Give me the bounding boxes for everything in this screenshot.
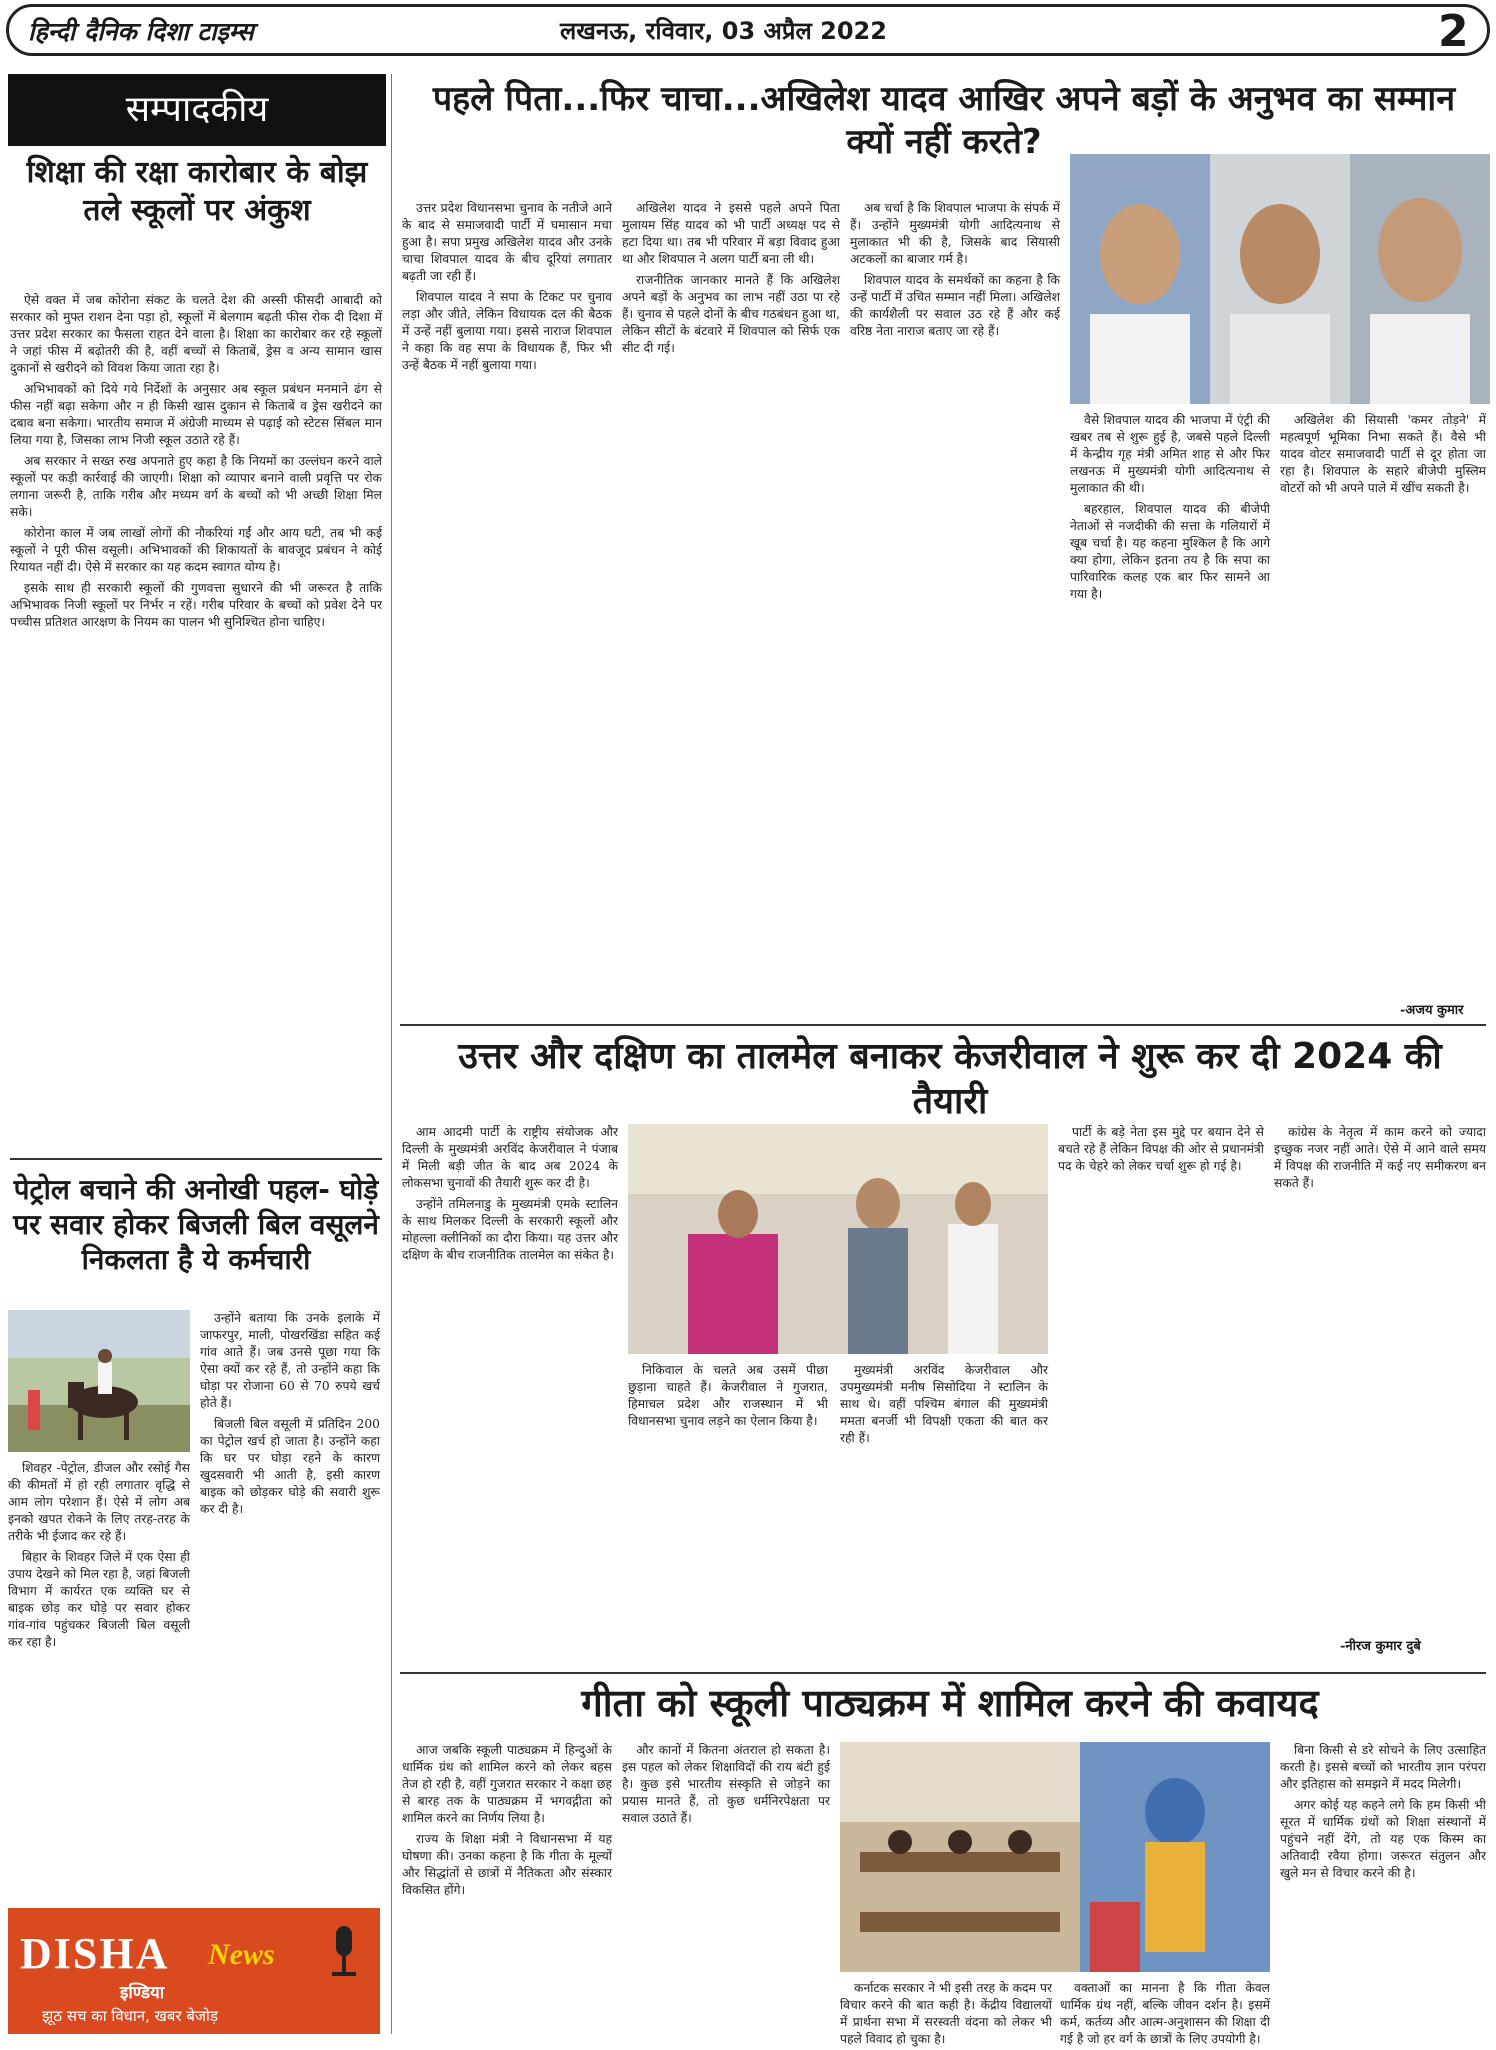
- gita-col-5: [1280, 1742, 1486, 2034]
- paragraph: अगर कोई यह कहने लगे कि हम किसी भी सूरत में धार्मिक ग्रंथों को शिक्षा संस्थानों में पहुंचने नहीं देंगे, तो यह एक किस्म का अतिवादी रवैया होगा। जरूरत संतुलन और खुले मन से विचार करने की है।: [1280, 1798, 1486, 1880]
- editorial-body: [10, 292, 382, 1142]
- classroom-gita-photo: [840, 1742, 1270, 1972]
- paragraph: वक्ताओं का मानना है कि गीता केवल धार्मिक ग्रंथ नहीं, बल्कि जीवन दर्शन है। इसमें कर्म, कर्तव्य और आत्म-अनुशासन की शिक्षा दी गई है जो हर वर्ग के छात्रों के लिए उपयोगी है।: [1060, 1981, 1270, 2046]
- paragraph: मुख्यमंत्री अरविंद केजरीवाल और उपमुख्यमंत्री मनीष सिसोदिया ने स्टालिन के साथ थे। वहीं पश्चिम बंगाल की मुख्यमंत्री ममता बनर्जी भी विपक्षी एकता की बात कर रही हैं।: [840, 1363, 1048, 1445]
- paragraph: अब सरकार ने सख्त रुख अपनाते हुए कहा है कि नियमों का उल्लंघन करने वाले स्कूलों पर कड़ी कार्रवाई की जाएगी। शिक्षा को व्यापार बनाने वाली प्रवृत्ति पर रोक लगाना जरूरी है, ताकि गरीब और मध्यम वर्ग के बच्चों को भी अच्छी शिक्षा मिल सके।: [10, 454, 382, 519]
- paragraph: बिजली बिल वसूली में प्रतिदिन 200 का पेट्रोल खर्च हो जाता है। उन्होंने कहा कि घर पर घोड़ा रहने के कारण खुदसवारी भी आती है, इसी कारण बाइक को छोड़कर घोड़े की सवारी शुरू कर दी है।: [200, 1417, 380, 1516]
- paragraph: शिवहर -पेट्रोल, डीजल और रसोई गैस की कीमतों में हो रही लगातार वृद्धि से आम लोग परेशान हैं। ऐसे में लोग अब इनको खपत रोकने के लिए तरह-तरह के तरीके भी ईजाद कर रहे हैं।: [8, 1461, 190, 1543]
- section-label-editorial: सम्पादकीय: [8, 74, 386, 146]
- page-number: 2: [1438, 6, 1469, 57]
- kejriwal-story-headline: उत्तर और दक्षिण का तालमेल बनाकर केजरीवाल ने शुरू कर दी 2024 की तैयारी: [458, 1036, 1442, 1122]
- ad-brand-region: इण्डिया: [120, 1983, 165, 2003]
- paragraph: ऐसे वक्त में जब कोरोना संकट के चलते देश की अस्सी फीसदी आबादी को सरकार को मुफ्त राशन देना पड़ा हो, स्कूलों में बेलगाम बढ़ती फीस रोक दी दिशा में उत्तर प्रदेश सरकार का फैसला राहत देने वाला है। शिक्षा का कारोबार कर रहे स्कूलों ने जहां फीस में बढ़ोतरी की है, वहीं बच्चों से किताबें, ड्रेस व अन्य सामान खास दुकानों से खरीदने को विवश किया जाता रहा है।: [10, 293, 382, 375]
- kejriwal-byline: -नीरज कुमार दुबे: [1340, 1639, 1421, 1654]
- paragraph: निकिवाल के चलते अब उसमें पीछा छुड़ाना चाहते हैं। केजरीवाल ने गुजरात, हिमाचल प्रदेश और राजस्थान में भी विधानसभा चुनाव लड़ने का ऐलान किया है।: [628, 1363, 828, 1428]
- disha-news-ad: [8, 1908, 380, 2034]
- paragraph: आज जबकि स्कूली पाठ्यक्रम में हिन्दुओं के धार्मिक ग्रंथ को शामिल करने को लेकर बहस तेज हो रही है, वहीं गुजरात सरकार ने कक्षा छह से बारह तक के पाठ्यक्रम में भगवद्गीता को शामिल करने का निर्णय लिया है।: [402, 1743, 612, 1825]
- paragraph: आम आदमी पार्टी के राष्ट्रीय संयोजक और दिल्ली के मुख्यमंत्री अरविंद केजरीवाल ने पंजाब में मिली बड़ी जीत के बाद अब 2024 के लोकसभा चुनावों की तैयारी शुरू कर दी है।: [402, 1125, 618, 1190]
- divider: [400, 1024, 1486, 1026]
- akhilesh-col-4: [1070, 412, 1270, 1020]
- petrol-story-headline: पेट्रोल बचाने की अनोखी पहल- घोड़े पर सवार होकर बिजली बिल वसूलने निकलता है ये कर्मचारी: [13, 1173, 379, 1276]
- paragraph: बिहार के शिवहर जिले में एक ऐसा ही उपाय देखने को मिल रहा है, जहां बिजली विभाग में कार्यरत एक व्यक्ति घर से बाइक छोड़ कर घोड़े पर सवार होकर गांव-गांव पहुंचकर बिजली बिल वसूली कर रहा है।: [8, 1550, 190, 1649]
- gita-story-headline: गीता को स्कूली पाठ्यक्रम में शामिल करने की कवायद: [581, 1681, 1319, 1725]
- paragraph: उत्तर प्रदेश विधानसभा चुनाव के नतीजे आने के बाद से समाजवादी पार्टी में घमासान मचा हुआ है। सपा प्रमुख अखिलेश यादव और उनके चाचा शिवपाल यादव के बीच दूरियां लगातार बढ़ती जा रही हैं।: [402, 201, 612, 283]
- paragraph: राजनीतिक जानकार मानते हैं कि अखिलेश अपने बड़ों के अनुभव का लाभ नहीं उठा पा रहे हैं। चुनाव से पहले दोनों के बीच गठबंधन हुआ था, लेकिन सीटों के बंटवारे में शिवपाल को सिर्फ एक सीट दी गई।: [622, 273, 840, 355]
- paragraph: शिवपाल यादव ने सपा के टिकट पर चुनाव लड़ा और जीते, लेकिन विधायक दल की बैठक में उन्हें नहीं बुलाया गया। इससे नाराज शिवपाल ने कहा कि वह सपा के विधायक हैं, फिर भी उन्हें बैठक में नहीं बुलाया गया।: [402, 290, 612, 372]
- kejriwal-rally-photo: [628, 1124, 1048, 1354]
- akhilesh-col-1: [402, 200, 612, 1020]
- akhilesh-col-5: [1280, 412, 1486, 996]
- akhilesh-byline: -अजय कुमार: [1400, 1003, 1464, 1018]
- paragraph: बिना किसी से डरे सोचने के लिए उत्साहित करती है। इससे बच्चों को भारतीय ज्ञान परंपरा और इतिहास को समझने में मदद मिलेगी।: [1280, 1743, 1486, 1791]
- paragraph: वैसे शिवपाल यादव की भाजपा में एंट्री की खबर तब से शुरू हुई है, जबसे पहले दिल्ली में केन्द्रीय गृह मंत्री अमित शाह से और फिर लखनऊ में मुख्यमंत्री योगी आदित्यनाथ से मुलाकात की थी।: [1070, 413, 1270, 495]
- ad-tagline: झूठ सच का विधान, खबर बेजोड़: [42, 2007, 218, 2025]
- akhilesh-col-3: [850, 200, 1060, 1020]
- kejriwal-col-3: [840, 1362, 1048, 1662]
- kejriwal-col-2: [628, 1362, 828, 1662]
- ad-brand-main: DISHA: [20, 1929, 170, 1978]
- paragraph: अखिलेश यादव ने इससे पहले अपने पिता मुलायम सिंह यादव को भी पार्टी अध्यक्ष पद से हटा दिया था। तब भी परिवार में बड़ा विवाद हुआ था और शिवपाल ने अलग पार्टी बना ली थी।: [622, 201, 840, 266]
- paragraph: शिवपाल यादव के समर्थकों का कहना है कि उन्हें पार्टी में उचित सम्मान नहीं मिला। अखिलेश की कार्यशैली पर सवाल उठ रहे हैं और कई वरिष्ठ नेता नाराज बताए जा रहे हैं।: [850, 273, 1060, 338]
- akhilesh-story-headline: पहले पिता...फिर चाचा...अखिलेश यादव आखिर अपने बड़ों के अनुभव का सम्मान क्यों नहीं करते?: [432, 79, 1456, 162]
- paragraph: इसके साथ ही सरकारी स्कूलों की गुणवत्ता सुधारने की भी जरूरत है ताकि अभिभावक निजी स्कूलों पर निर्भर न रहें। गरीब परिवार के बच्चों को प्रवेश देने पर पच्चीस प्रतिशत आरक्षण के नियम का पालन भी सुनिश्चित होना चाहिए।: [10, 581, 382, 629]
- paragraph: और कानों में कितना अंतराल हो सकता है। इस पहल को लेकर शिक्षाविदों की राय बंटी हुई है। कुछ इसे भारतीय संस्कृति से जोड़ने का प्रयास मानते हैं, तो कुछ धर्मनिरपेक्षता पर सवाल उठाते हैं।: [622, 1743, 830, 1825]
- divider: [400, 1672, 1486, 1674]
- column-rule: [391, 74, 392, 2034]
- paragraph: कर्नाटक सरकार ने भी इसी तरह के कदम पर विचार करने की बात कही है। केंद्रीय विद्यालयों में प्रार्थना सभा में सरस्वती वंदना को लेकर भी पहले विवाद हो चुका है।: [840, 1981, 1052, 2046]
- kejriwal-col-5: [1274, 1124, 1486, 1634]
- gita-col-4: [1060, 1980, 1270, 2046]
- edition-date: लखनऊ, रविवार, 03 अप्रैल 2022: [560, 17, 887, 45]
- gita-col-2: [622, 1742, 830, 2034]
- paragraph: अखिलेश की सियासी 'कमर तोड़ने' में महत्वपूर्ण भूमिका निभा सकते हैं। वैसे भी यादव वोटर समाजवादी पार्टी से दूर होता जा रहा है। शिवपाल के सहारे बीजेपी मुस्लिम वोटरों को भी अपने पाले में खींच सकती है।: [1280, 413, 1486, 495]
- paragraph: राज्य के शिक्षा मंत्री ने विधानसभा में यह घोषणा की। उनका कहना है कि गीता के मूल्यों और सिद्धांतों से छात्रों में नैतिकता और संस्कार विकसित होंगे।: [402, 1832, 612, 1897]
- gita-col-1: [402, 1742, 612, 2034]
- horse-rider-photo: [8, 1310, 190, 1452]
- gita-col-3: [840, 1980, 1052, 2046]
- petrol-story-body-right: [200, 1310, 380, 1870]
- ad-brand-sub: News: [208, 1938, 275, 1971]
- paragraph: कांग्रेस के नेतृत्व में काम करने को ज्यादा इच्छुक नजर नहीं आते। ऐसे में आने वाले समय में विपक्ष की राजनीति में कई नए समीकरण बन सकते हैं।: [1274, 1125, 1486, 1190]
- paragraph: बहरहाल, शिवपाल यादव की बीजेपी नेताओं से नजदीकी की सत्ता के गलियारों में खूब चर्चा है। यह कहना मुश्किल है कि आगे क्या होगा, लेकिन इतना तय है कि सपा का पारिवारिक कलह एक बार फिर सामने आ गया है।: [1070, 502, 1270, 601]
- kejriwal-col-4: [1058, 1124, 1264, 1662]
- paragraph: अभिभावकों को दिये गये निर्देशों के अनुसार अब स्कूल प्रबंधन मनमाने ढंग से फीस नहीं बढ़ा सकेगा और न ही किसी खास दुकान से किताबें व ड्रेस खरीदने का दबाव बना सकेगा। भारतीय समाज में अंग्रेजी माध्यम से पढ़ाई को स्टेटस सिंबल मान लिया गया है, जिसका लाभ निजी स्कूल उठाते रहे हैं।: [10, 382, 382, 447]
- microphone-icon: [322, 1922, 366, 1986]
- akhilesh-col-2: [622, 200, 840, 1020]
- akhilesh-shivpal-mulayam-photo: [1070, 154, 1490, 404]
- paragraph: अब चर्चा है कि शिवपाल भाजपा के संपर्क में हैं। उन्होंने मुख्यमंत्री योगी आदित्यनाथ से मुलाकात भी की है, जिसके बाद सियासी अटकलों का बाजार गर्म है।: [850, 201, 1060, 266]
- paper-name: हिन्दी दैनिक दिशा टाइम्स: [28, 17, 254, 46]
- paragraph: उन्होंने तमिलनाडु के मुख्यमंत्री एमके स्टालिन के साथ मिलकर दिल्ली के सरकारी स्कूलों और मोहल्ला क्लीनिकों का दौरा किया। यह उत्तर और दक्षिण के बीच राजनीतिक तालमेल का संकेत है।: [402, 1197, 618, 1262]
- paragraph: पार्टी के बड़े नेता इस मुद्दे पर बयान देने से बचते रहे हैं लेकिन विपक्ष की ओर से प्रधानमंत्री पद के चेहरे को लेकर चर्चा शुरू हो गई है।: [1058, 1125, 1264, 1173]
- kejriwal-col-1: [402, 1124, 618, 1394]
- paragraph: कोरोना काल में जब लाखों लोगों की नौकरियां गईं और आय घटी, तब भी कई स्कूलों ने पूरी फीस वसूली। अभिभावकों की शिकायतों के बावजूद प्रबंधन ने कोई रियायत नहीं दी। ऐसे में सरकार का यह कदम स्वागत योग्य है।: [10, 526, 382, 574]
- paragraph: उन्होंने बताया कि उनके इलाके में जाफरपुर, माली, पोखरखिंडा सहित कई गांव आते हैं। जब उनसे पूछा गया कि ऐसा क्यों कर रहे हैं, तो उन्होंने कहा कि घोड़ा पर रोजाना 60 से 70 रुपये खर्च होते हैं।: [200, 1311, 380, 1410]
- divider: [10, 1158, 382, 1160]
- editorial-headline: शिक्षा की रक्षा कारोबार के बोझ तले स्कूलों पर अंकुश: [26, 155, 368, 228]
